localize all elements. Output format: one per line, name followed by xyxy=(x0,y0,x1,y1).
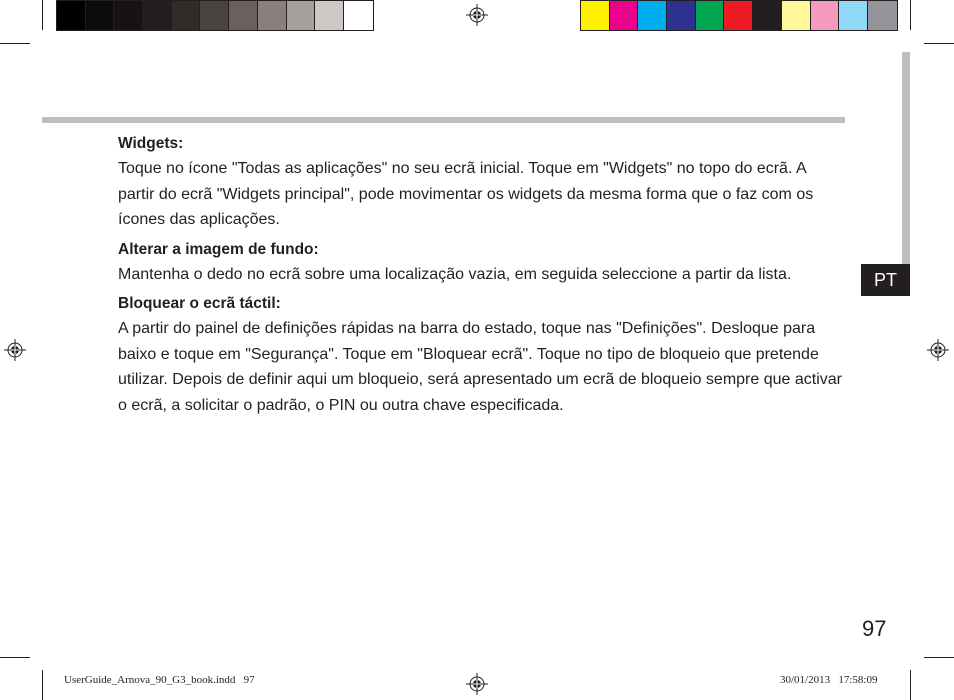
color-swatch xyxy=(86,1,115,30)
color-swatch xyxy=(839,1,868,30)
registration-mark-icon xyxy=(927,339,949,361)
slug-timestamp: 30/01/2013 17:58:09 xyxy=(780,674,878,686)
crop-mark xyxy=(0,657,30,658)
process-color-bar xyxy=(580,0,898,31)
crop-mark xyxy=(910,670,911,700)
color-swatch xyxy=(811,1,840,30)
crop-mark xyxy=(910,0,911,30)
color-swatch xyxy=(581,1,610,30)
color-swatch xyxy=(229,1,258,30)
color-swatch xyxy=(868,1,897,30)
section-heading-wallpaper: Alterar a imagem de fundo: xyxy=(118,240,319,258)
color-swatch xyxy=(143,1,172,30)
section-heading-widgets: Widgets: xyxy=(118,135,184,152)
color-swatch xyxy=(200,1,229,30)
color-swatch xyxy=(114,1,143,30)
header-rule xyxy=(42,117,845,123)
side-thumb-bar xyxy=(902,52,910,264)
color-swatch xyxy=(315,1,344,30)
section-body-lock-screen: A partir do painel de definições rápidas na barra do estado, toque nas "Definições". Desloque para baixo e toque em "Segurança". Toque em "Bloquear ecrã". Toque no tipo de bloqueio que pretende utilizar. Depois de definir aqui um bloqueio, será apresentado um ecrã de bloqueio sempre que activar o ecrã, a solicitar o padrão, o PIN ou outra chave especificada. xyxy=(118,320,842,414)
crop-mark xyxy=(42,670,43,700)
color-swatch xyxy=(610,1,639,30)
registration-mark-icon xyxy=(4,339,26,361)
section-heading-lock-screen: Bloquear o ecrã táctil: xyxy=(118,295,281,312)
crop-mark xyxy=(924,43,954,44)
section-body-wallpaper: Mantenha o dedo no ecrã sobre uma localização vazia, em seguida seleccione a partir da lista. xyxy=(118,265,792,283)
language-tab: PT xyxy=(861,264,910,296)
color-swatch xyxy=(696,1,725,30)
color-swatch xyxy=(724,1,753,30)
color-swatch xyxy=(638,1,667,30)
color-swatch xyxy=(753,1,782,30)
registration-mark-icon xyxy=(466,673,488,695)
color-swatch xyxy=(287,1,316,30)
color-swatch xyxy=(258,1,287,30)
color-swatch xyxy=(667,1,696,30)
color-swatch xyxy=(57,1,86,30)
page-content xyxy=(118,131,843,422)
crop-mark xyxy=(924,657,954,658)
registration-mark-icon xyxy=(466,4,488,26)
grayscale-color-bar xyxy=(56,0,374,31)
section-body-widgets: Toque no ícone "Todas as aplicações" no seu ecrã inicial. Toque em "Widgets" no topo do ecrã. A partir do ecrã "Widgets principal", pode movimentar os widgets da mesma forma que o faz com os ícones das aplicações. xyxy=(118,160,814,228)
crop-mark xyxy=(0,43,30,44)
page-number: 97 xyxy=(862,616,887,641)
color-swatch xyxy=(344,1,373,30)
color-swatch xyxy=(782,1,811,30)
slug-file-info: UserGuide_Arnova_90_G3_book.indd 97 xyxy=(64,674,255,686)
color-swatch xyxy=(172,1,201,30)
crop-mark xyxy=(42,0,43,30)
